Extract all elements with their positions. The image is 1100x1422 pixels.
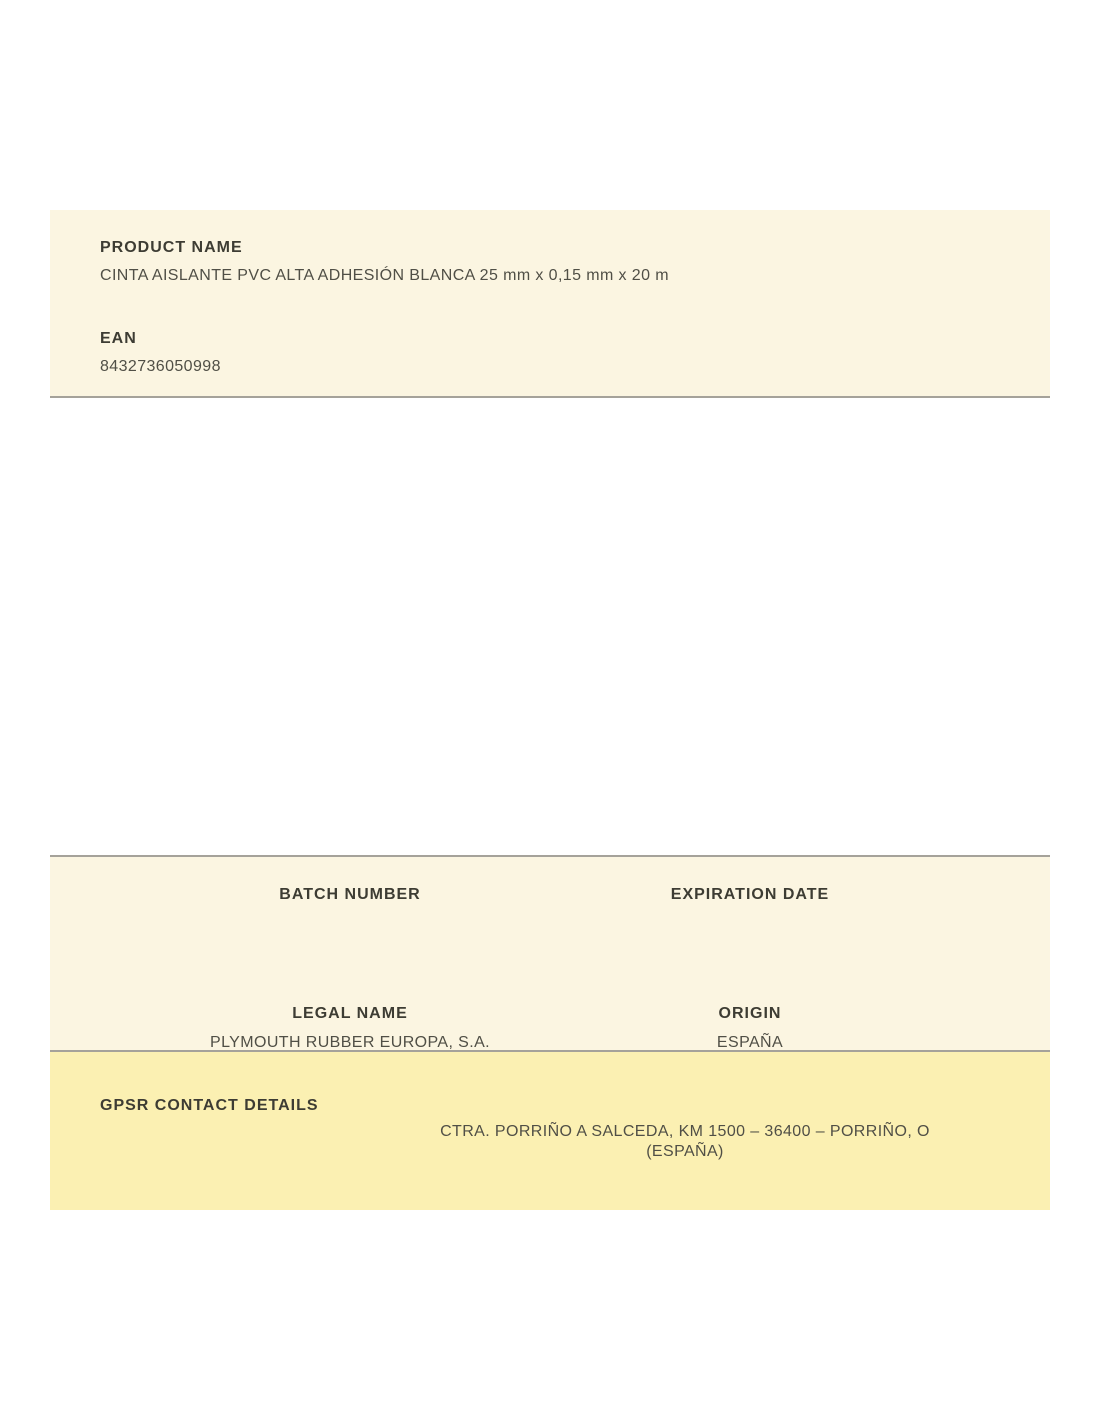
product-name-section bbox=[50, 210, 1050, 398]
expiration-date-label: EXPIRATION DATE bbox=[670, 886, 830, 903]
batch-origin-section bbox=[50, 855, 1050, 1052]
batch-number-label: BATCH NUMBER bbox=[279, 886, 421, 903]
legal-origin-row bbox=[50, 1004, 1050, 1053]
batch-number-value bbox=[50, 914, 650, 934]
gpsr-section bbox=[50, 1052, 1050, 1210]
expiration-date-field bbox=[650, 885, 1050, 934]
origin-value: ESPAÑA bbox=[716, 1034, 784, 1051]
batch-number-field bbox=[50, 885, 650, 934]
expiration-date-value bbox=[650, 914, 850, 934]
legal-name-label: LEGAL NAME bbox=[292, 1005, 408, 1022]
legal-name-value: PLYMOUTH RUBBER EUROPA, S.A. bbox=[210, 1034, 490, 1051]
product-name-label: PRODUCT NAME bbox=[100, 239, 243, 256]
ean-label: EAN bbox=[100, 330, 137, 347]
gpsr-address: CTRA. PORRIÑO A SALCEDA, KM 1500 – 36400 – PORRIÑO, O (ESPAÑA) bbox=[440, 1123, 930, 1160]
batch-expiration-row bbox=[50, 885, 1050, 934]
gpsr-label: GPSR CONTACT DETAILS bbox=[100, 1097, 319, 1114]
ean-value: 8432736050998 bbox=[100, 358, 221, 375]
ean-field bbox=[100, 329, 1050, 377]
legal-name-field bbox=[50, 1004, 650, 1053]
origin-field bbox=[650, 1004, 1050, 1053]
product-name-value: CINTA AISLANTE PVC ALTA ADHESIÓN BLANCA 25 mm x 0,15 mm x 20 m bbox=[100, 267, 669, 284]
origin-label: ORIGIN bbox=[718, 1005, 782, 1022]
product-name-field bbox=[100, 238, 1050, 286]
